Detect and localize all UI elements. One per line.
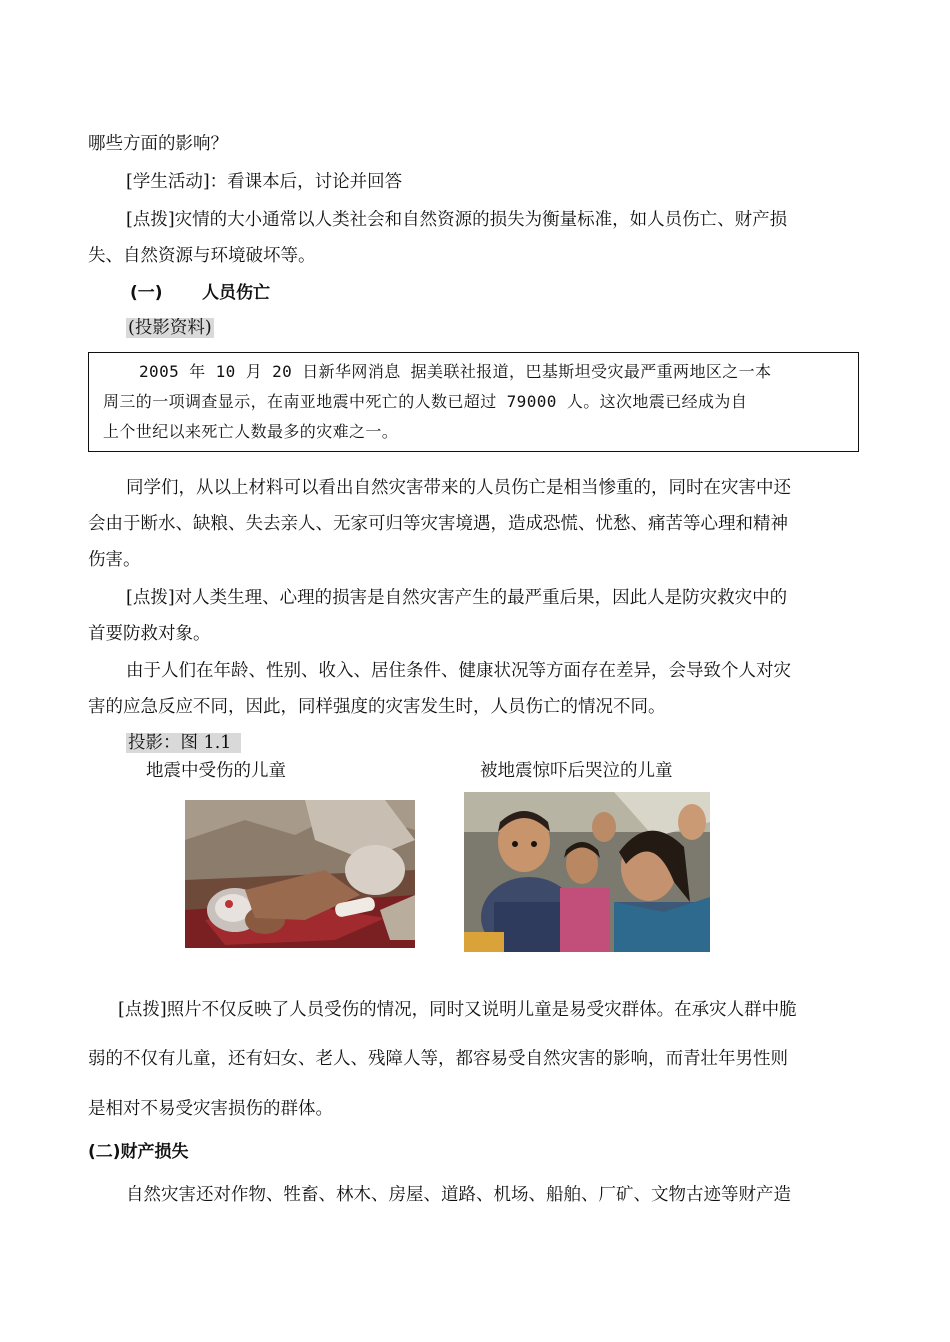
- left-figure-caption: 地震中受伤的儿童: [146, 761, 286, 781]
- paragraph-line: 失、自然资源与环境破坏等。: [88, 246, 316, 266]
- projection-figure-label: 投影：图 1.1: [126, 733, 241, 753]
- paragraph-line: [点拨]对人类生理、心理的损害是自然灾害产生的最严重后果，因此人是防灾救灾中的: [126, 588, 788, 608]
- projection-label-wrap: [126, 316, 214, 340]
- paragraph-line: 哪些方面的影响？: [88, 134, 228, 154]
- paragraph-line: 首要防救对象。: [88, 624, 211, 644]
- news-line: 2005 年 10 月 20 日新华网消息 据美联社报道，巴基斯坦受灾最严重两地区之一本: [139, 362, 772, 381]
- paragraph-line: 伤害。: [88, 550, 141, 570]
- paragraph-line: 是相对不易受灾害损伤的群体。: [88, 1099, 333, 1119]
- section-number: (一): [130, 283, 163, 303]
- projection-figure-wrap: [126, 731, 241, 755]
- paragraph-line: 同学们，从以上材料可以看出自然灾害带来的人员伤亡是相当惨重的，同时在灾害中还: [126, 478, 791, 498]
- projection-label: (投影资料): [128, 318, 212, 338]
- paragraph-line: 会由于断水、缺粮、失去亲人、无家可归等灾害境遇，造成恐慌、忧愁、痛苦等心理和精神: [88, 514, 788, 534]
- paragraph-line: [点拨]照片不仅反映了人员受伤的情况，同时又说明儿童是易受灾群体。在承灾人群中脆: [118, 1000, 797, 1020]
- paragraph-line: 由于人们在年龄、性别、收入、居住条件、健康状况等方面存在差异，会导致个人对灾: [126, 661, 791, 681]
- crying-children-photo: [464, 792, 710, 952]
- news-line: 周三的一项调查显示，在南亚地震中死亡的人数已超过 79000 人。这次地震已经成为自: [103, 392, 748, 411]
- injured-child-photo: [185, 800, 415, 948]
- paragraph-line: 自然灾害还对作物、牲畜、林木、房屋、道路、机场、船舶、厂矿、文物古迹等财产造: [126, 1185, 791, 1205]
- paragraph-line: 弱的不仅有儿童，还有妇女、老人、残障人等，都容易受自然灾害的影响，而青壮年男性则: [88, 1049, 788, 1069]
- section-heading: (二)财产损失: [88, 1142, 189, 1162]
- right-figure-caption: 被地震惊吓后哭泣的儿童: [480, 761, 673, 781]
- paragraph-line: 害的应急反应不同，因此，同样强度的灾害发生时，人员伤亡的情况不同。: [88, 697, 666, 717]
- news-box: [88, 352, 859, 452]
- student-activity: [学生活动]：看课本后，讨论并回答: [126, 172, 403, 192]
- news-line: 上个世纪以来死亡人数最多的灾难之一。: [103, 422, 399, 441]
- paragraph-line: [点拨]灾情的大小通常以人类社会和自然资源的损失为衡量标准，如人员伤亡、财产损: [126, 210, 788, 230]
- section-title: 人员伤亡: [202, 283, 270, 303]
